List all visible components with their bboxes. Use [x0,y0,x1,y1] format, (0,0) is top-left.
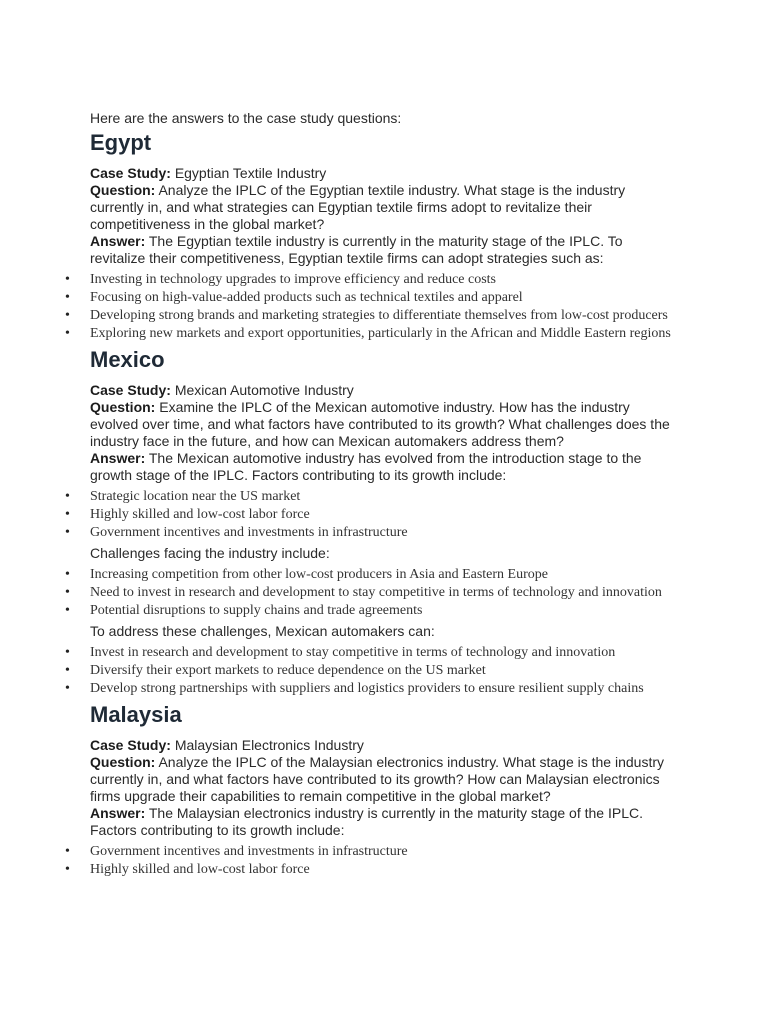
answer-label: Answer: [90,233,146,249]
malaysia-answer [90,805,680,839]
egypt-answer-text: The Egyptian textile industry is currently in the maturity stage of the IPLC. To revitalize their competitiveness, Egyptian textile firms can adopt strategies such as: [90,233,623,266]
egypt-case-study [90,165,680,182]
mexico-growth-list [65,488,680,541]
mexico-answer-text: The Mexican automotive industry has evolved from the introduction stage to the growth stage of the IPLC. Factors contributing to its growth include: [90,450,642,483]
answer-label: Answer: [90,805,146,821]
malaysia-case-study-text: Malaysian Electronics Industry [174,737,364,753]
list-item: • Investing in technology upgrades to improve efficiency and reduce costs [90,271,680,288]
mexico-question-text: Examine the IPLC of the Mexican automotive industry. How has the industry evolved over time, and what factors have contributed to its growth? What challenges does the industry face in the future, and how can Mexican automakers address them? [90,399,670,449]
list-item: • Strategic location near the US market [90,488,680,505]
list-item: • Government incentives and investments in infrastructure [90,524,680,541]
question-label: Question: [90,182,156,198]
case-study-label: Case Study: [90,382,171,398]
list-item: • Develop strong partnerships with suppliers and logistics providers to ensure resilient supply chains [90,680,680,697]
list-item: • Exploring new markets and export opportunities, particularly in the African and Middle Eastern regions [90,325,680,342]
case-study-label: Case Study: [90,165,171,181]
list-item: • Developing strong brands and marketing strategies to differentiate themselves from low-cost producers [90,307,680,324]
egypt-answer [90,233,680,267]
malaysia-heading: Malaysia [90,702,182,727]
egypt-heading: Egypt [90,130,152,155]
mexico-question [90,399,680,450]
malaysia-section [90,701,680,878]
egypt-question-text: Analyze the IPLC of the Egyptian textile industry. What stage is the industry currently in, and what strategies can Egyptian textile firms adopt to revitalize their competitiveness in the global market? [90,182,626,232]
egypt-section [90,129,680,342]
list-item: • Highly skilled and low-cost labor force [90,861,680,878]
document-page [90,110,680,882]
mexico-heading: Mexico [90,347,165,372]
list-item: • Highly skilled and low-cost labor force [90,506,680,523]
mexico-case-study-text: Mexican Automotive Industry [174,382,354,398]
question-label: Question: [90,754,156,770]
malaysia-question [90,754,680,805]
list-item: • Increasing competition from other low-cost producers in Asia and Eastern Europe [90,566,680,583]
mexico-address-intro: To address these challenges, Mexican automakers can: [90,623,435,639]
list-item: • Focusing on high-value-added products such as technical textiles and apparel [90,289,680,306]
mexico-section [90,346,680,697]
malaysia-case-study [90,737,680,754]
list-item: • Government incentives and investments in infrastructure [90,843,680,860]
egypt-case-study-text: Egyptian Textile Industry [174,165,327,181]
egypt-question [90,182,680,233]
list-item: • Diversify their export markets to reduce dependence on the US market [90,662,680,679]
mexico-case-study [90,382,680,399]
mexico-challenges-intro: Challenges facing the industry include: [90,545,330,561]
mexico-challenges-list [65,566,680,619]
answer-label: Answer: [90,450,146,466]
intro-text: Here are the answers to the case study questions: [90,110,402,126]
list-item: • Need to invest in research and development to stay competitive in terms of technology and innovation [90,584,680,601]
malaysia-question-text: Analyze the IPLC of the Malaysian electronics industry. What stage is the industry currently in, and what factors have contributed to its growth? How can Malaysian electronics firms upgrade their capabilities to remain competitive in the global market? [90,754,665,804]
mexico-answer [90,450,680,484]
mexico-address-list [65,644,680,697]
list-item: • Potential disruptions to supply chains and trade agreements [90,602,680,619]
question-label: Question: [90,399,156,415]
malaysia-answer-text: The Malaysian electronics industry is currently in the maturity stage of the IPLC. Factors contributing to its growth include: [90,805,643,838]
egypt-strategy-list [65,271,680,342]
list-item: • Invest in research and development to stay competitive in terms of technology and innovation [90,644,680,661]
case-study-label: Case Study: [90,737,171,753]
malaysia-growth-list [65,843,680,878]
